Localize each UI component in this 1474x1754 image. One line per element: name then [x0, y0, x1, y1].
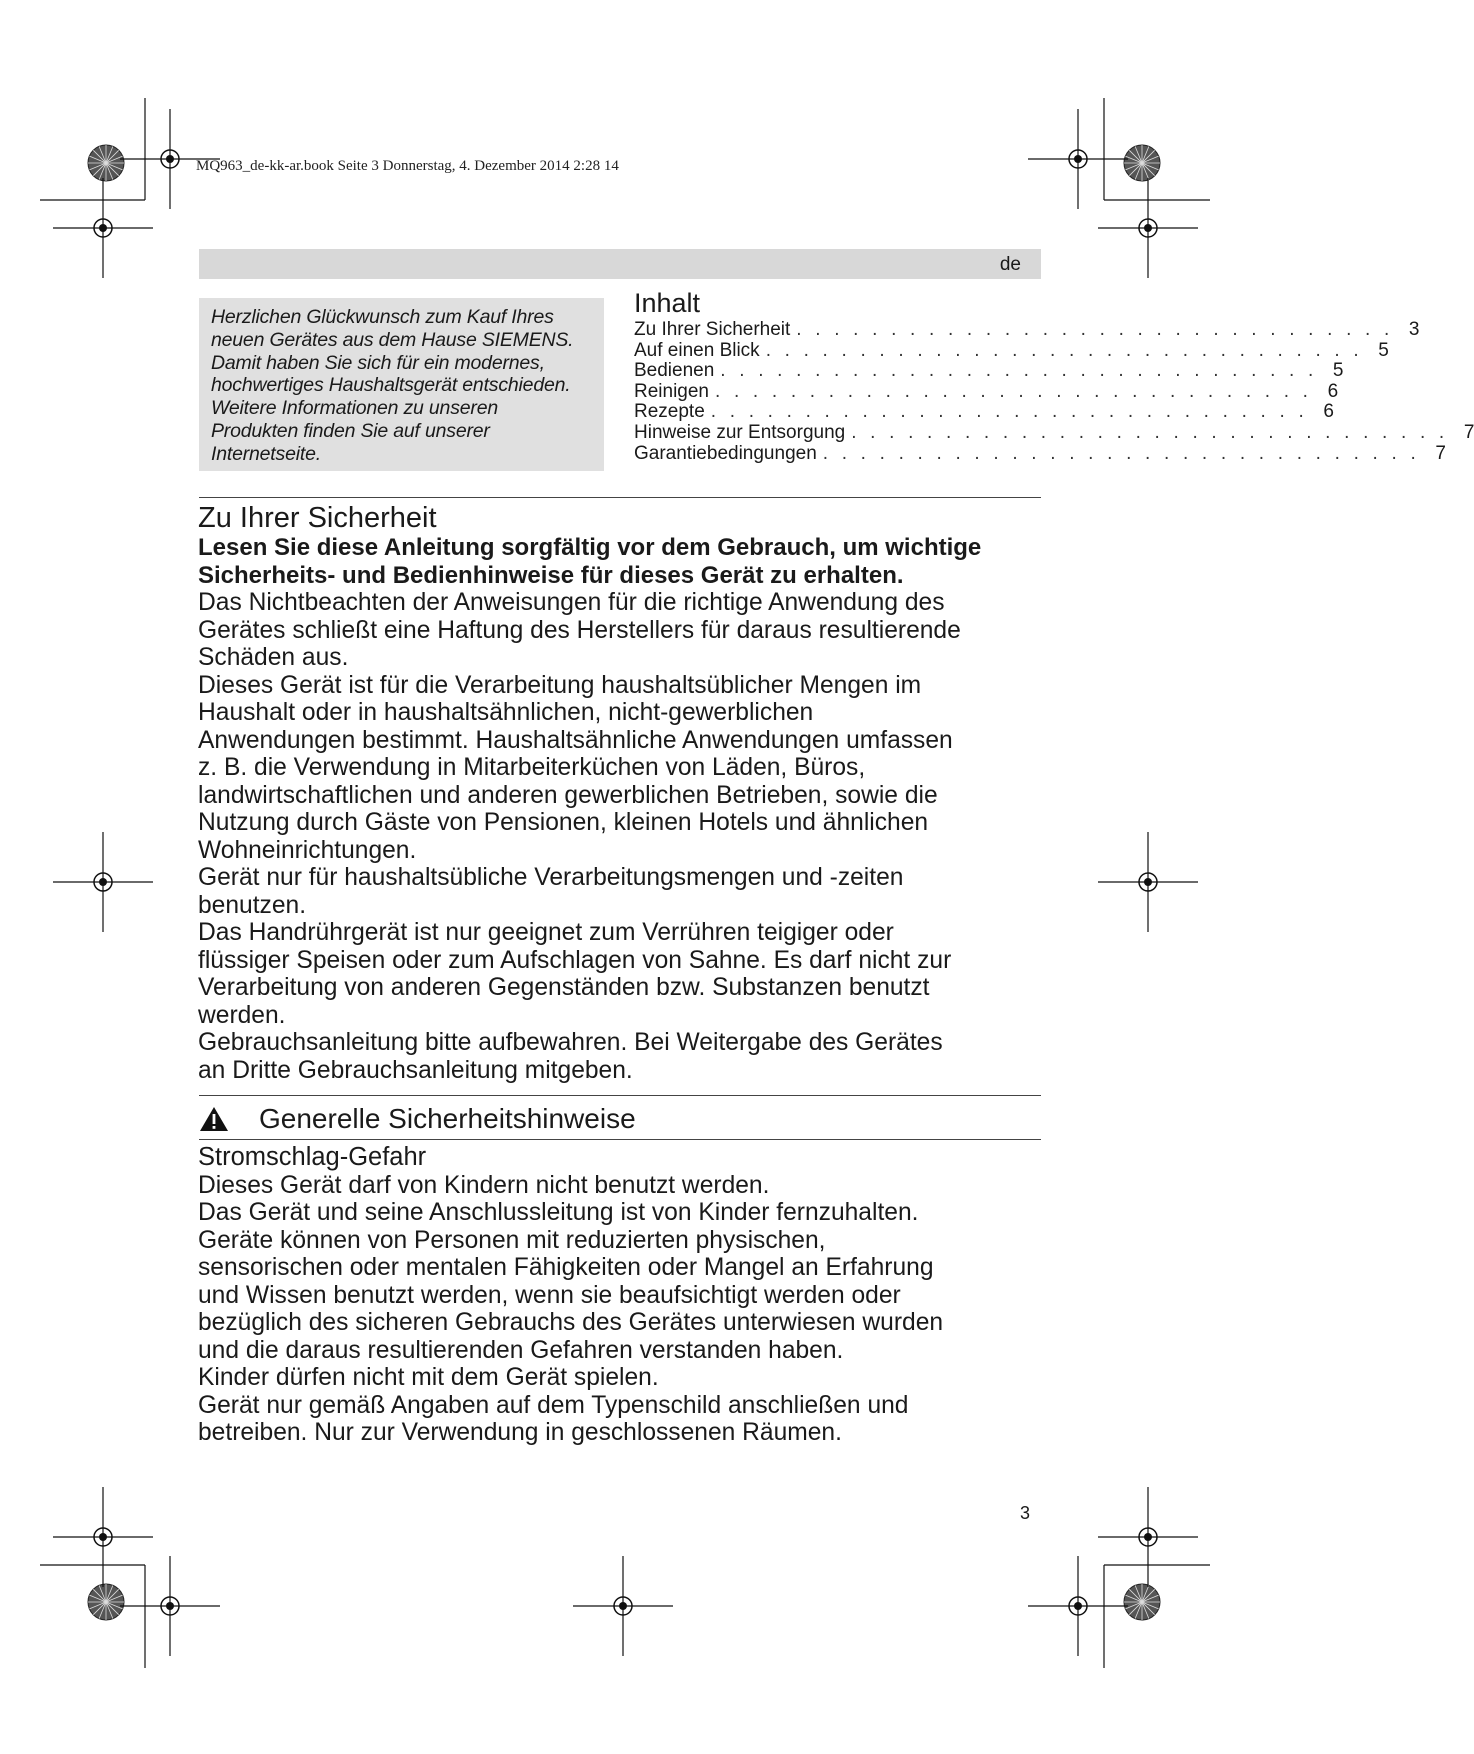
- body-line: Dieses Gerät ist für die Verarbeitung haushaltsüblicher Mengen im: [198, 671, 922, 699]
- toc-leader-dots: . . . . . . . . . . . . . . . . . . . . . . . . . . . . . . . .: [720, 360, 1318, 382]
- intro-line: hochwertiges Haushaltsgerät entschieden.: [211, 374, 571, 397]
- divider: [199, 497, 1041, 498]
- divider: [199, 1139, 1041, 1140]
- body-line: Nutzung durch Gäste von Pensionen, kleinen Hotels und ähnlichen: [198, 809, 929, 836]
- toc-entry-label: Zu Ihrer Sicherheit: [634, 319, 791, 340]
- body-line: Haushalt oder in haushaltsähnlichen, nicht-gewerblichen: [198, 699, 814, 726]
- toc-entry-page: 6: [1327, 380, 1339, 402]
- toc-entry-label: Auf einen Blick: [634, 339, 760, 361]
- file-header: MQ963_de-kk-ar.book Seite 3 Donnerstag, 4. Dezember 2014 2:28 14: [196, 158, 619, 174]
- body-line: z. B. die Verwendung in Mitarbeiterküchen von Läden, Büros,: [198, 754, 866, 781]
- body-line: und Wissen benutzt werden, wenn sie beaufsichtigt werden oder: [198, 1281, 901, 1309]
- toc-leader-dots: . . . . . . . . . . . . . . . . . . . . . . . . . . . . . . . .: [765, 339, 1363, 361]
- warning-body: [198, 1144, 1058, 1447]
- body-line: bezüglich des sicheren Gebrauchs des Gerätes unterwiesen wurden: [198, 1309, 944, 1336]
- toc-entry-page: 3: [1408, 319, 1420, 340]
- body-line: an Dritte Gebrauchsanleitung mitgeben.: [198, 1056, 633, 1084]
- toc-entry-page: 6: [1323, 401, 1334, 423]
- intro-line: Weitere Informationen zu unseren: [211, 397, 498, 420]
- table-of-contents: [634, 288, 1474, 464]
- toc-entry[interactable]: [634, 380, 1339, 403]
- body-line: Verarbeitung von anderen Gegenständen bzw. Substanzen benutzt: [198, 974, 930, 1001]
- toc-entry-page: 5: [1332, 360, 1344, 382]
- language-tab-bar: [199, 249, 1041, 279]
- body-line: Gerät nur gemäß Angaben auf dem Typenschild anschließen und: [198, 1391, 909, 1419]
- body-line: Gebrauchsanleitung bitte aufbewahren. Bei Weitergabe des Gerätes: [198, 1029, 943, 1056]
- toc-entry-page: 5: [1378, 339, 1389, 361]
- intro-line: Herzlichen Glückwunsch zum Kauf Ihres: [211, 306, 554, 328]
- body-line: flüssiger Speisen oder zum Aufschlagen von Sahne. Es darf nicht zur: [198, 946, 952, 974]
- toc-entry[interactable]: [634, 421, 1474, 444]
- toc-entry[interactable]: [634, 319, 1420, 341]
- body-line: benutzen.: [198, 891, 307, 919]
- toc-leader-dots: . . . . . . . . . . . . . . . . . . . . . . . . . . . . . . . .: [851, 421, 1449, 443]
- toc-leader-dots: . . . . . . . . . . . . . . . . . . . . . . . . . . . . . . . .: [715, 380, 1313, 402]
- intro-line: neuen Gerätes aus dem Hause SIEMENS.: [211, 328, 574, 351]
- toc-entry[interactable]: [634, 360, 1344, 382]
- warning-heading: [199, 1100, 636, 1138]
- body-line: landwirtschaftlichen und anderen gewerblichen Betrieben, sowie die: [198, 781, 938, 809]
- toc-entry-page: 7: [1435, 442, 1446, 464]
- toc-entry-label: Reinigen: [634, 380, 709, 402]
- toc-entry-label: Garantiebedingungen: [634, 442, 817, 464]
- body-line: Das Handrührgerät ist nur geeignet zum Verrühren teigiger oder: [198, 919, 894, 946]
- toc-entry[interactable]: [634, 339, 1389, 362]
- body-line: Schäden aus.: [198, 644, 349, 671]
- page-number: 3: [1020, 1503, 1031, 1523]
- toc-entry[interactable]: [634, 401, 1334, 423]
- body-line: Das Gerät und seine Anschlussleitung ist von Kinder fernzuhalten.: [198, 1199, 919, 1226]
- lead-line: Sicherheits- und Bedienhinweise für dieses Gerät zu erhalten.: [198, 561, 904, 589]
- body-line: werden.: [198, 1001, 286, 1029]
- body-line: und die daraus resultierenden Gefahren verstanden haben.: [198, 1336, 844, 1364]
- intro-line: Produkten finden Sie auf unserer: [211, 419, 490, 442]
- section-title: Zu Ihrer Sicherheit: [198, 502, 437, 534]
- toc-leader-dots: . . . . . . . . . . . . . . . . . . . . . . . . . . . . . . . .: [796, 319, 1394, 340]
- toc-leader-dots: . . . . . . . . . . . . . . . . . . . . . . . . . . . . . . . .: [822, 442, 1420, 464]
- toc-leader-dots: . . . . . . . . . . . . . . . . . . . . . . . . . . . . . . . .: [710, 401, 1308, 423]
- body-line: Gerät nur für haushaltsübliche Verarbeitungsmengen und -zeiten: [198, 864, 904, 891]
- body-line: Wohneinrichtungen.: [198, 836, 417, 864]
- warning-subtitle: Stromschlag-Gefahr: [198, 1143, 427, 1171]
- body-line: Dieses Gerät darf von Kindern nicht benutzt werden.: [198, 1171, 770, 1199]
- language-tab: de: [999, 254, 1021, 275]
- warning-title: Generelle Sicherheitshinweise: [259, 1103, 636, 1134]
- toc-entry-label: Bedienen: [634, 360, 715, 382]
- toc-entry-page: 7: [1463, 421, 1474, 443]
- intro-line: Damit haben Sie sich für ein modernes,: [211, 351, 545, 374]
- intro-line: Internetseite.: [211, 442, 321, 465]
- body-line: Geräte können von Personen mit reduzierten physischen,: [198, 1226, 826, 1254]
- divider: [199, 1095, 1041, 1096]
- safety-body: [198, 534, 1058, 1084]
- warning-triangle-icon: [199, 1106, 229, 1132]
- toc-entry[interactable]: [634, 442, 1446, 465]
- intro-box: [199, 298, 604, 471]
- body-line: sensorischen oder mentalen Fähigkeiten oder Mangel an Erfahrung: [198, 1254, 934, 1281]
- body-line: Gerätes schließt eine Haftung des Herstellers für daraus resultierende: [198, 616, 961, 644]
- toc-entry-label: Rezepte: [634, 401, 705, 423]
- body-line: Kinder dürfen nicht mit dem Gerät spielen.: [198, 1364, 659, 1391]
- body-line: Anwendungen bestimmt. Haushaltsähnliche Anwendungen umfassen: [198, 726, 953, 754]
- body-line: Das Nichtbeachten der Anweisungen für die richtige Anwendung des: [198, 589, 945, 616]
- body-line: betreiben. Nur zur Verwendung in geschlossenen Räumen.: [198, 1419, 842, 1446]
- lead-line: Lesen Sie diese Anleitung sorgfältig vor dem Gebrauch, um wichtige: [198, 534, 982, 561]
- toc-entry-label: Hinweise zur Entsorgung: [634, 421, 846, 443]
- toc-title: Inhalt: [634, 288, 701, 318]
